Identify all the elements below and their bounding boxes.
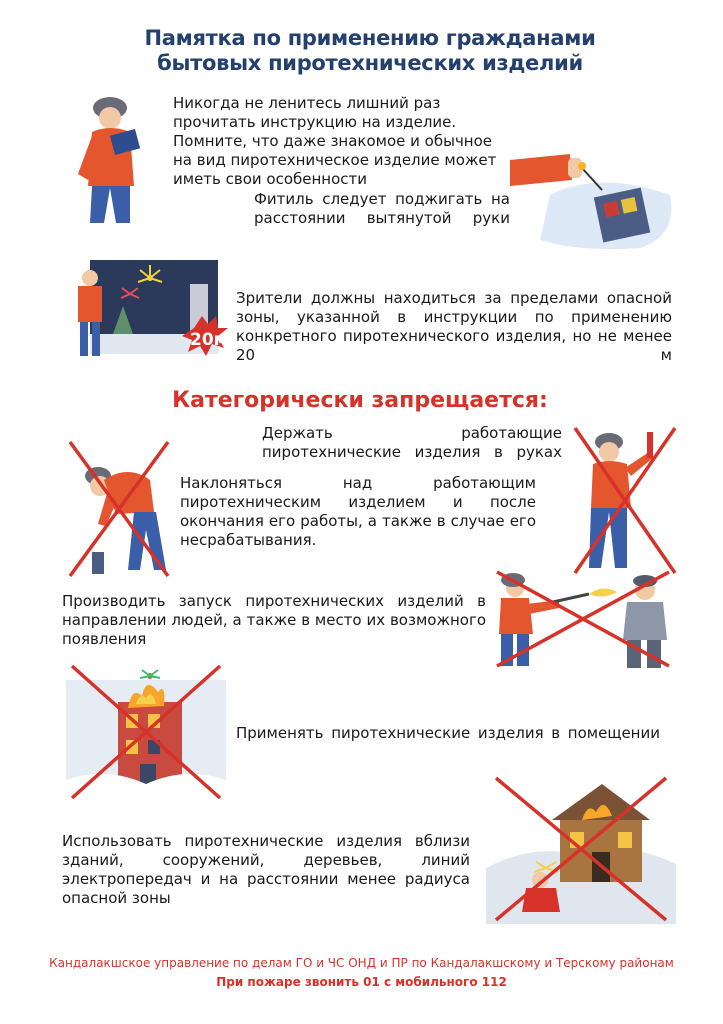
prohibition-indoors-text: Применять пиротехнические изделия в помещении xyxy=(236,724,660,742)
crossed-burning-building-icon xyxy=(66,662,226,802)
crossed-man-bending-icon xyxy=(68,440,173,580)
prohibition-aiming-text: Производить запуск пиротехнических изделий в направлении людей, а также в место их возможного появления xyxy=(62,592,486,648)
prohibition-bending-text: Наклоняться над работающим пиротехническим изделием и после окончания его работы, а также в случае его несрабатывания. xyxy=(180,474,536,549)
instruction-text: Никогда не ленитесь лишний раз прочитать инструкцию на изделие. Помните, что даже знакомое и обычное на вид пиротехническое изделие может иметь свои особенности xyxy=(173,94,497,188)
distance-badge: 20м xyxy=(190,330,228,350)
footer-emergency-phones: При пожаре звонить 01 с мобильного 112 xyxy=(216,975,507,989)
prohibition-near-buildings-text: Использовать пиротехнические изделия вблизи зданий, сооружений, деревьев, линий электропередач и на расстоянии менее радиуса опасной зоны xyxy=(62,832,470,907)
prohibition-holding-text: Держать работающие пиротехнические изделия в руках xyxy=(262,424,562,461)
lit-firework-icon xyxy=(510,140,680,255)
crossed-house-fire-icon xyxy=(486,772,676,924)
footer-organization: Кандалакшское управление по делам ГО и ЧС ОНД и ПР по Кандалакшскому и Терскому районам xyxy=(49,956,674,970)
title-line-2: бытовых пиротехнических изделий xyxy=(157,51,583,75)
crossed-man-holding-firework-icon xyxy=(575,428,675,578)
page-title xyxy=(80,26,660,76)
fireworks-scene-icon xyxy=(68,256,228,368)
spectators-text: Зрители должны находиться за пределами опасной зоны, указанной в инструкции по применению конкретного пиротехнического изделия, но не менее 20 м xyxy=(236,289,672,364)
man-reading-icon xyxy=(70,88,170,228)
crossed-aiming-at-people-icon xyxy=(493,570,673,670)
fuse-text: Фитиль следует поджигать на расстоянии вытянутой руки xyxy=(254,190,510,227)
title-line-1: Памятка по применению гражданами xyxy=(144,26,596,50)
prohibited-heading: Категорически запрещается: xyxy=(172,388,548,413)
